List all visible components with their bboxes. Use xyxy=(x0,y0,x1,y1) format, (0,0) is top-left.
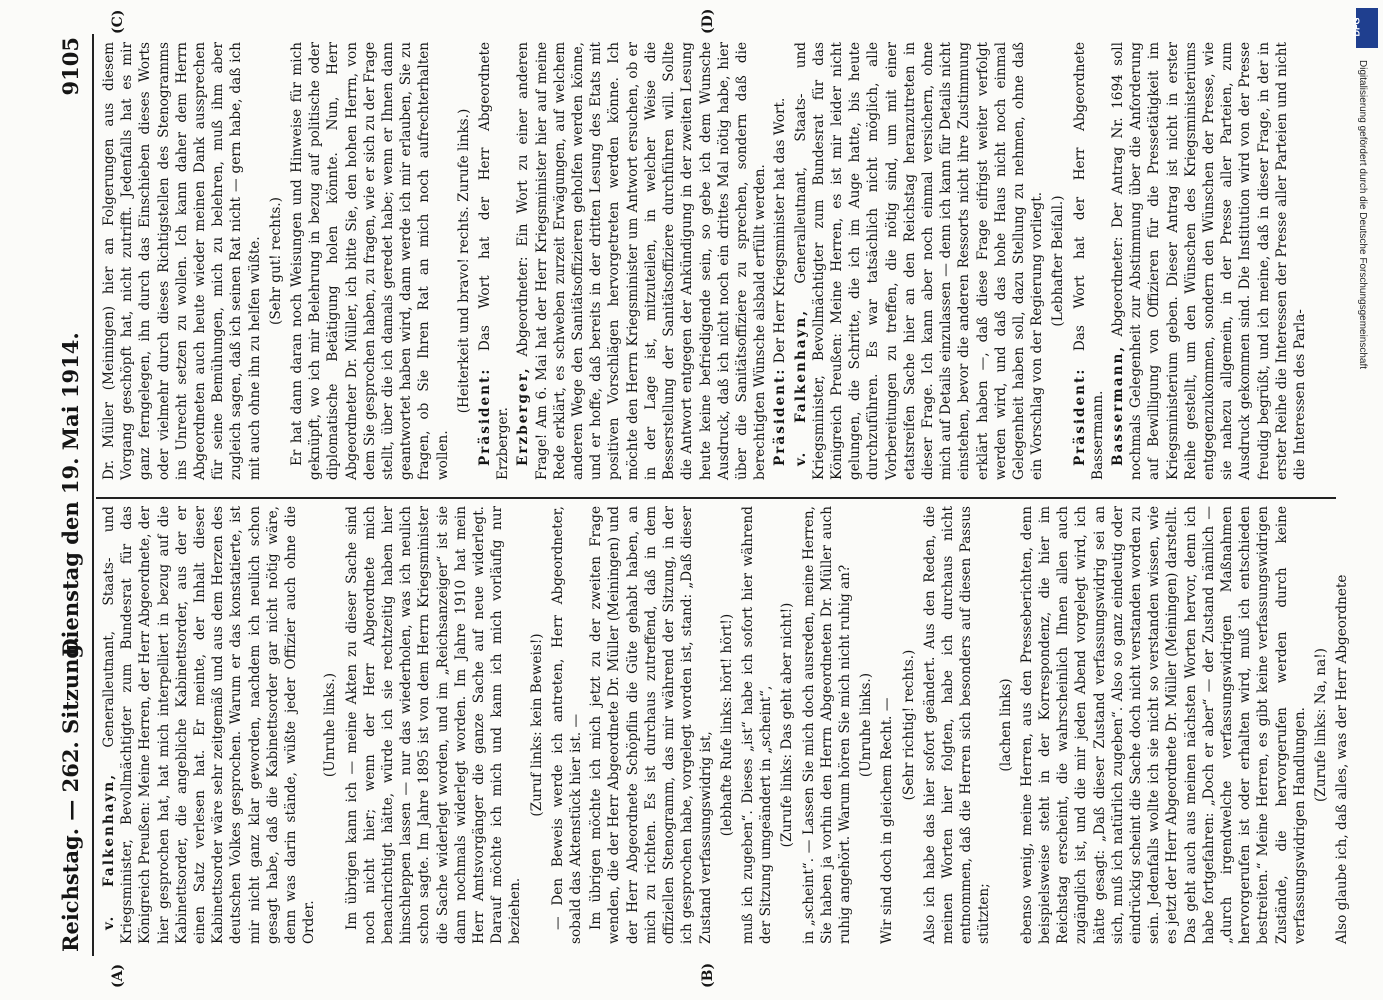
speaker-name: Präsident: xyxy=(1071,367,1088,466)
paragraph xyxy=(800,506,855,944)
funding-note: Digitalisierung gefördert durch die Deutsche Forschungsgemeinschaft xyxy=(1357,60,1368,370)
page-header xyxy=(58,37,88,952)
interjection xyxy=(900,506,918,944)
paragraph xyxy=(587,506,714,944)
header-left: Reichstag. — 262. Sitzung. xyxy=(58,636,83,952)
paragraph-text: in „scheint“. — Lassen Sie mich doch ausreden, meine Herren, Sie haben ja vorhin den Herrn Abgeordneten Dr. Müller auch ruhig angehört. Warum hören Sie mich nicht ruhig an? xyxy=(800,506,853,944)
column-divider xyxy=(96,497,1336,499)
interjection xyxy=(455,42,473,480)
speech-paragraph xyxy=(514,42,769,480)
speaker-name: Präsident: xyxy=(772,367,789,466)
paragraph-text: (Sehr gut! rechts.) xyxy=(267,197,284,325)
header-date: Dienstag den 19. Mai 1914. xyxy=(58,332,83,657)
paragraph-text: Also glaube ich, daß alles, was der Herr Abgeordnete xyxy=(1334,574,1351,944)
paragraph-text: (Sehr richtig! rechts.) xyxy=(900,649,917,801)
speaker-name: Bassermann, xyxy=(1109,344,1126,466)
speaker-name: Präsident: xyxy=(477,367,494,466)
dfg-side-note xyxy=(1351,8,1380,998)
margin-marker-d: (D) xyxy=(700,8,716,34)
margin-marker-a: (A) xyxy=(110,963,126,988)
paragraph-text: (lachen links) xyxy=(997,678,1014,772)
paragraph-text: Er hat dann daran noch Weisungen und Hinweise für mich geknüpft, wo ich mir Belehrung in bezug auf politische oder diplomatische Betätigung holen könnte. Nun, Herr Abgeordneter Dr. Müller, ich bitte Sie, den hohen Herrn, von dem Sie gesprochen haben, zu fragen, wie er sich zu der Frage stellt, über die ich damals geredet habe; wenn er Ihnen dann geantwortet haben wird, dann werde ich mir erlauben, Sie zu fragen, ob Sie Ihren Rat an mich noch aufrechterhalten wollen. xyxy=(289,42,451,480)
paragraph-text: ebenso wenig, meine Herren, aus den Presseberichten, denn beispielsweise steht in der Korrespondenz, die hier im Reichstag erscheint, die wahrscheinlich Ihnen allen auch zugänglich ist, und die mir jeden Abend vorgelegt wird, ich hätte gesagt: „Daß dieser Zustand verfassungswidrig sei an sich, muß ich natürlich zugeben“. Also so ganz eindeutig oder eindrückig scheint die Sache doch nicht verstanden worden zu sein. Jedenfalls wollte ich sie nicht so verstanden wissen, wie es jetzt der Herr Abgeordnete Dr. Müller (Meiningen) darstellt. Das geht auch aus meinen nächsten Worten hervor, denn ich habe fortgefahren: „Doch er aber“ — der Zustand nämlich — „durch irgendwelche verfassungswidrigen Maßnahmen hervorgerufen ist oder erhalten wird, muß ich entschieden bestreiten.“ Meine Herren, es gibt keine verfassungswidrigen Zustände, die hervorgerufen werden durch keine verfassungswidrigen Handlungen. xyxy=(1018,506,1308,944)
speaker-name: v. Falkenhayn, xyxy=(792,308,809,466)
paragraph-text: Das Wort hat der Herr Abgeordnete Bassermann. xyxy=(1071,42,1106,480)
paragraph-text: (Zurufe links: Na, na!) xyxy=(1313,648,1329,802)
paragraph-text: (Zuruf links: kein Beweis!) xyxy=(528,633,545,817)
paragraph-text: Im übrigen kann ich — meine Akten zu dieser Sache sind noch nicht hier; wenn der Herr Abgeordnete mich benachrichtigt hätte, würde ich sie rechtzeitig haben hier hinschleppen lassen — nur das wiederholen, was ich neulich schon sagte. Im Jahre 1895 ist von dem Herrn Kriegsminister die Sache widerlegt worden, und im „Reichsanzeiger“ ist sie dann nochmals widerlegt worden. Im Jahre 1910 hat mein Herr Amtsvorgänger die ganze Sache auf neue widerlegt. Darauf möchte ich mich und kann ich mich vorläufig nur beziehen. xyxy=(343,506,524,944)
header-rule xyxy=(92,34,94,956)
paragraph-text: Abgeordneter: Der Antrag Nr. 1694 soll nochmals Gelegenheit zur Abstimmung über die Anforderung auf Bewilligung von Offizieren für die Pressetätigkeit im Kriegsministerium geben. Dieser Antrag ist nicht in erster Reihe gestellt, um den Wünschen des Kriegsministeriums entgegenzukommen, sondern den Wünschen der Presse, wie sie nahezu allgemein, in der Presse aller Parteien, zum Ausdruck gekommen sind. Die Institution wird von der Presse freudig begrüßt, und ich meine, daß in dieser Frage, in der in erster Reihe die Interessen der Presse aller Parteien und nicht die Interessen des Parla- xyxy=(1109,42,1308,480)
paragraph-text: — Den Beweis werde ich antreten, Herr Abgeordneter, sobald das Aktenstück hier ist. — xyxy=(549,506,585,944)
interjection xyxy=(267,42,285,480)
paragraph xyxy=(878,506,896,944)
paragraph-text: Wir sind doch in gleichem Recht. — xyxy=(879,697,896,944)
speech-paragraph xyxy=(100,506,318,944)
paragraph-text: (lebhafte Rufe links: hört! hört!) xyxy=(718,613,735,837)
paragraph xyxy=(1018,506,1309,944)
paragraph xyxy=(343,506,525,944)
left-column xyxy=(100,506,1351,944)
speaker-name: Erzberger, xyxy=(515,366,532,466)
paragraph-text: Der Herr Kriegsminister hat das Wort. xyxy=(772,97,789,364)
interjection xyxy=(857,506,875,944)
paragraph xyxy=(549,506,585,944)
speech-paragraph xyxy=(476,42,512,480)
interjection xyxy=(718,506,736,944)
paragraph-text: Das Wort hat der Herr Abgeordnete Erzberger. xyxy=(477,42,512,480)
margin-marker-b: (B) xyxy=(700,962,716,988)
paragraph-text: Also ich habe das hier sofort geändert. Aus den Reden, die meinen Worten hier folgten, habe ich durchaus nicht entnommen, daß die Herren sich besonders auf diesen Passus stützten; xyxy=(921,506,993,944)
speech-paragraph xyxy=(771,42,789,480)
paragraph-text: Generalleutnant, Staats- und Kriegsminister, Bevollmächtigter zum Bundesrat für das Königreich Preußen: Meine Herren, der Herr Abgeordnete, der hier gesprochen hat, hat mich interpelliert in bezug auf die Kabinettsorder, die angebliche Kabinettsorder, aus der er einen Satz verlesen hat. Er meinte, der Inhalt dieser Kabinettsorder wäre sehr zeitgemäß und aus dem Herzen des deutschen Volkes gesprochen. Warum er das konstatierte, ist mir nicht ganz klar geworden, nachdem ich neulich schon gesagt habe, daß die Kabinettsorder gar nicht nötig wäre, denn was darin stände, wüßte jeder Offizier auch ohne die Order. xyxy=(101,506,318,944)
paragraph-text: (Lebhafter Beifall.) xyxy=(1050,195,1067,327)
paragraph xyxy=(739,506,775,944)
right-column xyxy=(100,42,1330,480)
interjection xyxy=(1049,42,1067,480)
paragraph xyxy=(1333,506,1351,944)
paragraph-text: Generalleutnant, Staats- und Kriegsminister, Bevollmächtigter zum Bundesrat für das Königreich Preußen: Meine Herren, es ist mir leider nicht gelungen, die Schritte, die ich im Auge hatte, bis heute durchzuführen. Es war tatsächlich nicht möglich, alle Vorbereitungen zu treffen, die nötig sind, um mit einer etatsreifen Sache hier an den Reichstag heranzutreten in dieser Frage. Ich kann aber noch einmal versichern, ohne mich auf Details einzulassen — denn ich kann für Details nicht einstehen, bevor die anderen Ressorts nicht ihre Zustimmung erklärt haben —, daß diese Frage eifrigst weiter verfolgt werden wird, und daß das hohe Haus nicht noch einmal Gelegenheit haben soll, dazu Stellung zu nehmen, ohne daß ein Vorschlag von der Regierung vorliegt. xyxy=(792,42,1046,480)
paragraph-text: (Zurufe links: Das geht aber nicht!) xyxy=(779,602,796,848)
interjection xyxy=(321,506,339,944)
interjection xyxy=(1312,506,1330,944)
interjection xyxy=(997,506,1015,944)
speaker-name: v. Falkenhayn, xyxy=(101,772,117,930)
paragraph-text: (Unruhe links.) xyxy=(322,672,339,778)
margin-marker-c: (C) xyxy=(110,9,126,34)
paragraph-text: (Heiterkeit und bravo! rechts. Zurufe links.) xyxy=(455,108,472,414)
paragraph xyxy=(921,506,994,944)
paragraph xyxy=(288,42,452,480)
interjection xyxy=(778,506,796,944)
speech-paragraph xyxy=(1071,42,1107,480)
paragraph-text: Im übrigen möchte ich mich jetzt zu der zweiten Frage wenden, die der Herr Abgeordnete Dr. Müller (Meiningen) und der Herr Abgeordnete Schöpflin die Güte gehabt haben, an mich zu richten. Es ist durchaus zutreffend, daß in dem offiziellen Stenogramm, das mir während der Sitzung, in der ich gesprochen habe, vorgelegt worden ist, stand: „Daß dieser Zustand verfassungswidrig ist, xyxy=(588,506,714,944)
dfg-logo: DFG xyxy=(1356,8,1378,48)
interjection xyxy=(528,506,546,944)
paragraph-text: Dr. Müller (Meiningen) hier an Folgerungen aus diesem Vorgang geschöpft hat, nicht zutrifft. Jedenfalls hat es mir ganz ferngelegen, ihn durch das Einschieben dieses Worts oder vielmehr durch dieses Richtigstellen des Stenogramms ins Unrecht setzen zu wollen. Ich kann daher dem Herrn Abgeordneten auch heute wieder meinen Dank aussprechen für seine Bemühungen, mich zu belehren, muß ihm aber zugleich sagen, daß ich seinen Rat nicht — gern habe, daß ich mit auch ohne ihn zu helfen wüßte. xyxy=(101,42,263,480)
paragraph-text: Abgeordneter: Ein Wort zu einer anderen Frage! Am 6. Mai hat der Herr Kriegsminister hier auf meine Rede erklärt, es schweben zurzeit Erwägungen, auf welchem anderen Wege den Sanitätsoffizieren geholfen werden könne, und er hoffe, daß bereits in der dritten Lesung des Etats mit positiven Vorschlägen hervorgetreten werden könne. Ich möchte den Herrn Kriegsminister um Antwort ersuchen, ob er in der Lage ist, mitzuteilen, in welcher Weise die Besserstellung der Sanitätsoffiziere durchführen will. Sollte die Antwort entgegen der Ankündigung in der zweiten Lesung heute keine befriedigende sein, so gebe ich dem Wunsche Ausdruck, daß ich nicht noch ein drittes Mal nötig habe, hier über die Sanitätsoffiziere zu sprechen, sondern daß die berechtigten Wünsche alsbald erfüllt werden. xyxy=(515,42,769,480)
page-number: 9105 xyxy=(58,37,83,96)
paragraph-text: (Unruhe links.) xyxy=(858,672,875,778)
paragraph-text: muß ich zugeben“. Dieses „ist“ habe ich sofort hier während der Sitzung umgeändert in „scheint“, xyxy=(739,506,775,944)
speech-paragraph xyxy=(792,42,1047,480)
speech-paragraph xyxy=(1109,42,1309,480)
paragraph xyxy=(100,42,264,480)
